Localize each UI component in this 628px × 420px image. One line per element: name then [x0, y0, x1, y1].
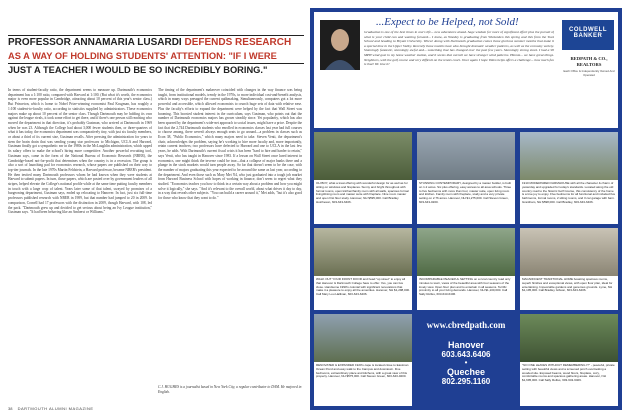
article-column-1: In terms of student-faculty ratio, the department seems to measure up. Dartmouth's economics department has a 1:100 ratio, compared with Harvard at 1:100. (But what it's worth, the economics major is even more popular in Cambridge, attracting about 10 percent of this year's senior class.) But Princeton, which is home to Nobel Prize-winning economist Paul Krugman, has roughly a 1:100 student-to-faculty ratio, according to statistics supplied by administrators. These economics majors make up about 10 percent of the senior class. Though Dartmouth may be holding its own against the league rivals, it took some effort to get there, and if there's one person still reaching who moved the department in that direction, it's probably Gustman, who arrived at Dartmouth in 1969 when he was 23. Although the College had about 3,000 fewer students then, or three-quarters of what it has today, the economics department was comparatively tiny, with just six faculty members, or about a third of its current size, Gustman recalls. After pressing the administration for years to stem the brain drain that was sending young star professors to Michigan, UCLA and Harvard, Gustman finally got a sympathetic ear in the 1980s in the McLaughlin administration, which upped its salary offers to make the school's hiring more competitive. Another powerful recruiting tool, Gustman says, came in the form of the National Bureau of Economic Research (NBER), the Cambridge-based not-for-profit that determines when the country is in a recession. The group is also a sort of launching pad for economics research, whose papers are published on their way to top-tier journals. In the late 1970s Martin Feldstein, a Harvard professor, became NBER's president. He then invited many Dartmouth professors whom he had known when they were students at Harvard to submit papers. In turn, those papers, which are posted over by government leaders of all stripes, helped elevate the College's national profile while at the same time putting faculty members in touch with a large crop of talent. Years later some of that talent, swayed by promises of a burgeoning department, Gustman says, ended up relocating to Hanover. In fact, just six full-time professors published research with NBER in 1989, but that number had jumped to 20 in 2009. In comparison, Cornell had 17 professors with the distinction in 2009, though Harvard, with 108, led the pack. "Dartmouth grew up and decided to get serious about being an Ivy League institution," Gustman says. "It had been behaving like an Amherst or Williams."	[8, 88, 152, 215]
listing-photo-6	[520, 228, 618, 276]
listing-photo-1	[314, 132, 412, 180]
agent-photo	[320, 20, 360, 70]
headline-line-1	[8, 37, 304, 49]
article-header	[8, 37, 304, 77]
office-separator-dot: •	[464, 358, 468, 367]
office-quechee-phone[interactable]: 802.295.1160	[441, 377, 491, 386]
article-byline: C.J. HUGHES is a journalist based in New York City, a regular contributor to DAM. He majored in English.	[158, 385, 302, 394]
headline-prefix: PROFESSOR ANNAMARIA LUSARDI	[8, 37, 182, 48]
company-name: REDPATH & CO., REALTORS	[570, 56, 608, 67]
listing-card-6[interactable]	[520, 228, 618, 310]
listing-card-8[interactable]	[520, 314, 618, 406]
ad-header	[314, 12, 618, 128]
listing-card-1[interactable]	[314, 132, 412, 224]
listing-photo-7	[314, 314, 412, 362]
realtor-advertisement	[310, 8, 622, 410]
listing-text-1: OH BOY, what a treat offering with wonderful design for as well as for sitting on windows and fireplaces. Sunny and bright throughout with formal rooms, open kitchen/family room with all walls, spacious formal living/dining room and master suite with fireplace. Nine room master and open first floor study. Hanover, NH $595,000. Call Bradley Hutcheson, 603-643-6406.	[316, 182, 409, 204]
headline-rule-mid	[8, 63, 304, 64]
listing-photo-3	[520, 132, 618, 180]
listing-text-2: STUNNING CONTEMPORARY, designed by a master builder, is built on 1.2 acres. Six plus offering, easy access to all area schools. Three to five bedrooms with more than four, master suite, open living room and kitchen. Family room with fireplace, study and a very private setting on 2.76 acres. Hanover, NH $1,275,000. Call Steven Green, 603-643-0200.	[419, 182, 512, 204]
listing-text-4: WALK OUT YOUR FRONT DOOR and head "up street" to enjoy all that Hanover & Dartmouth College have to offer. Yes, you can live close. Handsome 1990's colonial with significant renovations that make it a pleasure to enjoy all the amenities. Hanover, NH $1,298,000. Call Mary Lou Hallinan, 603-643-6406.	[316, 278, 410, 297]
listing-card-7[interactable]	[314, 314, 412, 406]
listing-photo-8	[520, 314, 618, 362]
listing-photo-4	[314, 228, 412, 276]
listing-text-8: "NO ONE LEAVES WITHOUT REMEMBERING IT" - peaceful, private setting with beautiful views and a screened porch overlooking a wooded site. Exposed beams, wood floors, fireplace, cozy, comfortable rooms and spacious gathering areas. Hanover, NH $1,695,000. Call Sally Rolfes, 603-643-6406.	[522, 364, 615, 383]
listing-card-3[interactable]	[520, 132, 618, 224]
listing-text-6: MAGNIFICENT TRADITIONAL HOME boasting spacious rooms, superb finishes and exceptional views, with open floor plan, ideal for entertaining. Impeccable gardens and generous grounds. Lyme, NH $1,195,000. Call Bradley Gibson, 603-643-6406.	[522, 278, 613, 293]
listing-card-5[interactable]	[417, 228, 515, 310]
contact-panel	[417, 314, 515, 406]
logo-line-2: BANKER	[573, 33, 603, 39]
article-column-2: The timing of the department's makeover coincided with changes in the way finance was being taught, from institutional models, trendy in the 1970s, to more individual cost-and-benefit analysis, which in many ways presaged the current quiltmaking. Simultaneously, computers got a lot more powerful and accessible, which allowed economists to crunch huge sets of data with relative ease. Plus the faculty's efforts to expand the department were helped by the fact that Wall Street was booming. This boosted student interest in the curriculum, says Gustman, who points out that the number of Dartmouth economics majors has grown steadily since. Yet popularity, which has also been spurred by the department's wide-net approach to social issues, might have a price. Despite the fact that the 2,744 Dartmouth students who enrolled in economics classes last year had full courses to choose among, there weren't always enough seats to go around—a problem in classes such as Econ 38, "Public Economics," which many majors need to take. Steven Venti, the department's chair, acknowledges the problem, saying he's working to hire more faculty and, more importantly, retain current teachers; two professors have defected to Harvard and one to UCLA in the last few years, he adds. With Dartmouth's current fiscal crisis it has been "hard to hire and harder to retain," says Venti, who has taught in Hanover since 1983. If a lesson on Wall Street once lured interest in economics, one might think the inverse could be true—that a collapse of major banks there and a plunge in the stock markets would turn people away. So far that doesn't seem to be the case, with the number of majors graduating this year expected to be around the same as last year, according to the department. And even those such as Mary Mei '04, who just graduated into a tough job market from Harvard Business School with hopes of working in finance, don't seem to regret what they studied. "Economics teaches you how to think in a certain way about a problem and how you might solve it logically," she says. "And it's relevant to the overall world, about what drives it day to day, in a way that reveals other subjects. "You can build a career around it," Mei adds, "but it's also good for those who know that they want to do."	[158, 88, 302, 201]
page-footer	[8, 406, 94, 411]
listing-photo-5	[417, 228, 515, 276]
headline-rule-top	[8, 35, 304, 36]
headline-line-3: JUST A TEACHER I WOULD BE SO INCREDIBLY BORING."	[8, 65, 268, 75]
office-hanover-phone[interactable]: 603.643.6406	[441, 350, 491, 359]
page-number: 38	[8, 406, 13, 411]
coldwell-banker-logo	[562, 20, 614, 50]
listing-card-2[interactable]	[417, 132, 515, 224]
listing-card-4[interactable]	[314, 228, 412, 310]
office-hanover-name: Hanover	[447, 340, 484, 350]
headline-line-2: AS A WAY OF HOLDING STUDENTS' ATTENTION: "IF I WERE	[8, 51, 277, 61]
listing-text-7: RENOVATED & EXPANDED 1920's cape is located close to Eastman Ocean Pond and easy walk to the Campus and downtown. Five bedrooms, extraordinary place and kitchens, with a great view of this property. Hanover, NH $575,000. Call Steven Green, 603-643-0200.	[316, 364, 409, 379]
ad-intro-text: Graduation is one of the best times in one's life... new adventures ahead. Sage wisdom for more of significant effort plus the pursuit of what is your child can and wanting forward... I know, as Woodsy is graduating from Wickenden this spring and this from the Tuck School and heading to Bryant University. Whew! Along with Dartmouth graduation comes those glorious summer months that make it a special time in the Upper Valley. Recently those months have also brought dramatic weather patterns, as well as the economy variety. Stunningly fantastic, stunningly awful and... something that has changed over the past few years. Stunningly strong stock. I had a 90 MPH wind gust in my home weather station, and it seems that overall we have stronger wind patterns. Hmmm... we have great things. Neighbors, with the golf course and very difficult on the tennis court. Once again I hope Video helps offers a challenge... how much fun is that! We love it!	[364, 30, 554, 67]
publication-name: DARTMOUTH ALUMNI MAGAZINE	[17, 406, 94, 411]
ad-tagline: ...Expect to be Helped, not Sold!	[376, 16, 519, 28]
listing-photo-2	[417, 132, 515, 180]
company-subtitle: Each Office Is Independently Owned And Operated	[563, 69, 615, 77]
website-link[interactable]: www.cbredpath.com	[426, 320, 506, 330]
listing-text-3: 1910 MODERNIZED FARMHOUSE with all the character & charm of yesterday and upgraded for today's standards. Located along the old country road to the historic Golf Course, this consistency of the home is a true joy to enjoy. Five bedrooms for all functional and included five bathrooms, formal rooms, 2 sitting rooms, and 3 car garage with barn. Grantham, NH $598,000. Call Bradley, 603-643-6406.	[522, 182, 616, 204]
agent-photo-image	[320, 20, 360, 70]
logo-line-1: COLDWELL	[569, 27, 607, 33]
headline-accent: DEFENDS RESEARCH	[184, 37, 292, 48]
office-quechee-name: Quechee	[446, 367, 486, 377]
listing-text-5: INCOMPARABLE PEACEFUL SETTING on a rural country road only minutes to town, views of the beautiful area with four seasons of the lovely view. Open floor plan and to entertain in all seasons. Terrific proximity to all your living demands. Hanover, NH $1,100,000. Call Sally Rolfes, 603-643-6406.	[419, 278, 511, 297]
